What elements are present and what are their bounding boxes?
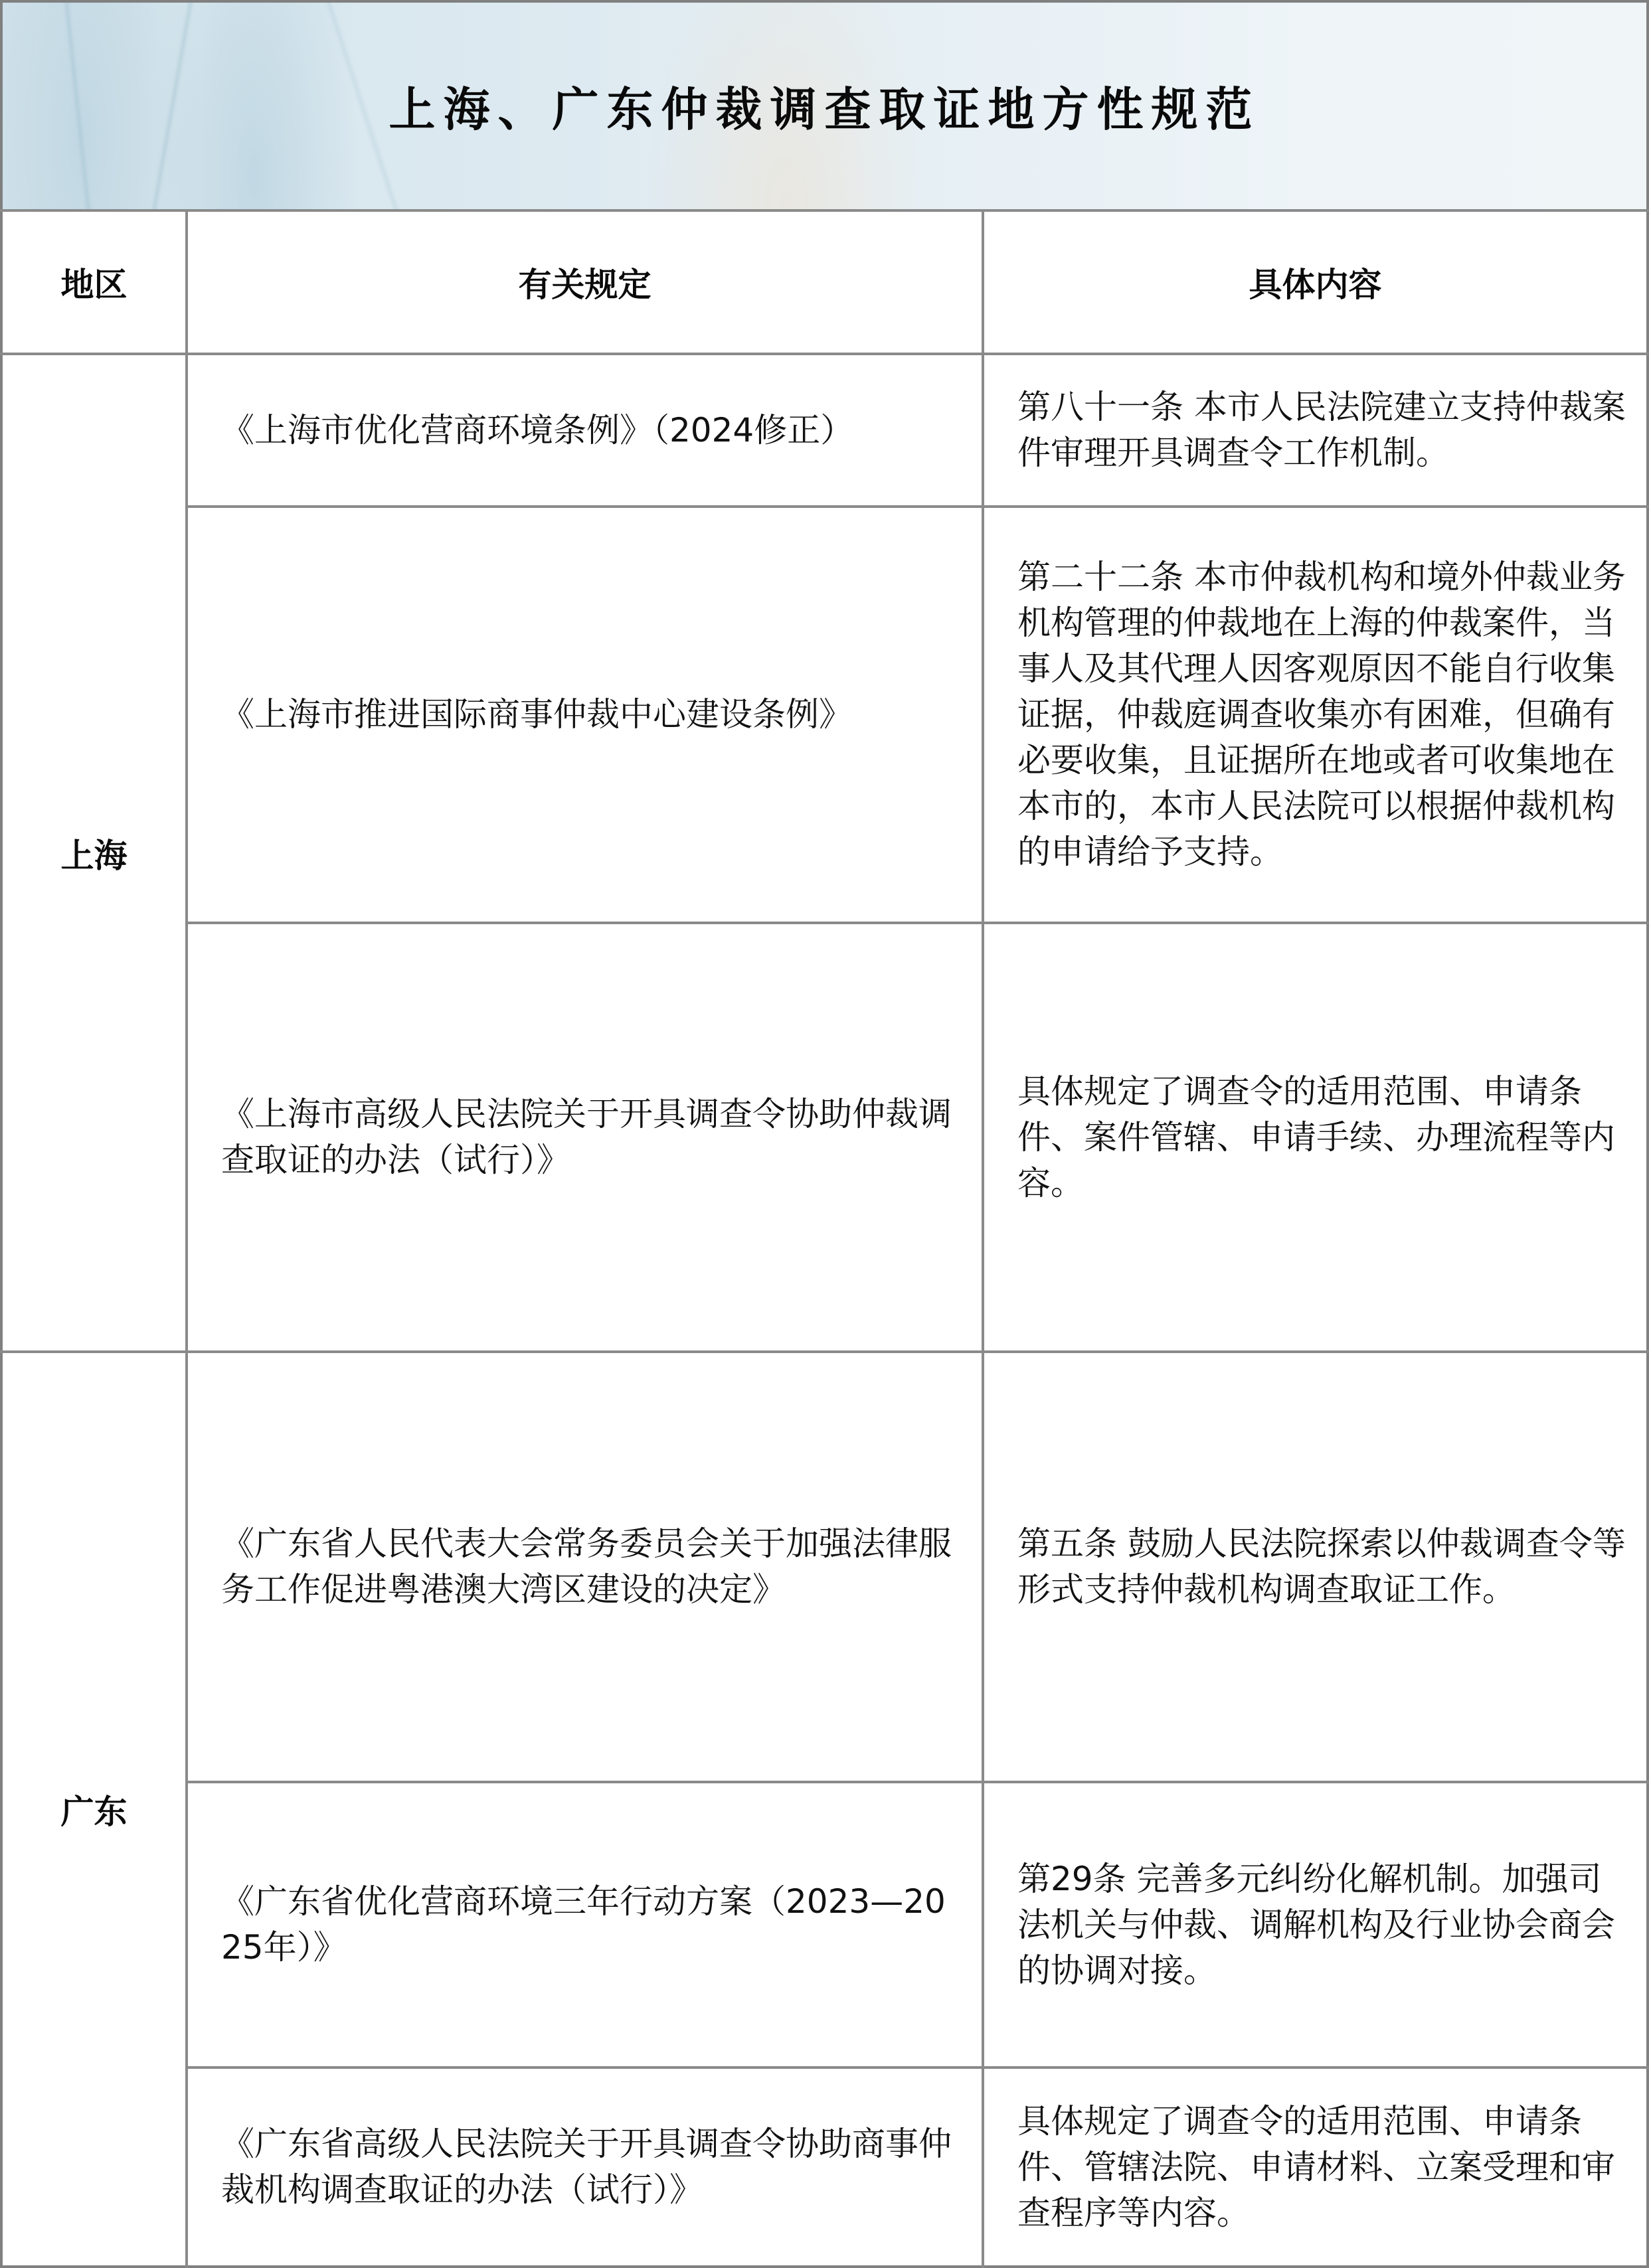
regulation-text: 《广东省人民代表大会常务委员会关于加强法律服务工作促进粤港澳大湾区建设的决定》: [221, 1524, 952, 1609]
regulation-text: 《上海市高级人民法院关于开具调查令协助仲裁调查取证的办法（试行）》: [221, 1095, 952, 1179]
regulation-cell: [188, 924, 982, 1350]
regulation-text: 《广东省高级人民法院关于开具调查令协助商事仲裁机构调查取证的办法（试行）》: [221, 2125, 952, 2209]
header-regulation: 有关规定: [518, 266, 651, 304]
content-cell: [984, 924, 1646, 1350]
content-text: 具体规定了调查令的适用范围、申请条件、案件管辖、申请手续、办理流程等内容。: [1017, 1072, 1615, 1202]
header-region: 地区: [60, 266, 128, 304]
header-content: 具体内容: [1249, 266, 1382, 304]
region-shanghai: 上海: [60, 836, 128, 875]
title-banner: [3, 3, 1646, 209]
regulation-cell: [188, 1783, 982, 2066]
content-cell: [984, 2069, 1646, 2265]
content-text: 第八十一条 本市人民法院建立支持仲裁案件审理开具调查令工作机制。: [1017, 388, 1626, 472]
content-text: 具体规定了调查令的适用范围、申请条件、管辖法院、申请材料、立案受理和审查程序等内容。: [1017, 2101, 1615, 2232]
watercolor-streak: [147, 3, 195, 209]
content-text: 第二十二条 本市仲裁机构和境外仲裁业务机构管理的仲裁地在上海的仲裁案件，当事人及其代理人因客观原因不能自行收集证据，仲裁庭调查收集亦有困难，但确有必要收集，且证据所在地或者可收集地在本市的，本市人民法院可以根据仲裁机构的申请给予支持。: [1017, 558, 1626, 871]
content-text: 第五条 鼓励人民法院探索以仲裁调查令等形式支持仲裁机构调查取证工作。: [1017, 1524, 1626, 1609]
regulation-cell: [188, 2069, 982, 2265]
content-cell: [984, 355, 1646, 505]
regulation-text: 《上海市推进国际商事仲裁中心建设条例》: [221, 695, 852, 734]
page-title: 上海、广东仲裁调查取证地方性规范: [389, 82, 1260, 137]
region-guangdong: 广东: [60, 1793, 128, 1831]
content-cell: [984, 1783, 1646, 2066]
regulation-cell: [188, 508, 982, 922]
regulation-cell: [188, 1353, 982, 1781]
content-cell: [984, 1353, 1646, 1781]
regulation-text: 《广东省优化营商环境三年行动方案（2023—2025年）》: [221, 1882, 946, 1967]
watercolor-streak: [63, 3, 92, 209]
regulation-cell: [188, 355, 982, 505]
regulation-text: 《上海市优化营商环境条例》（2024修正）: [221, 410, 854, 449]
content-text: 第29条 完善多元纠纷化解机制。加强司法机关与仲裁、调解机构及行业协会商会的协调对接。: [1017, 1859, 1615, 1990]
content-cell: [984, 508, 1646, 922]
